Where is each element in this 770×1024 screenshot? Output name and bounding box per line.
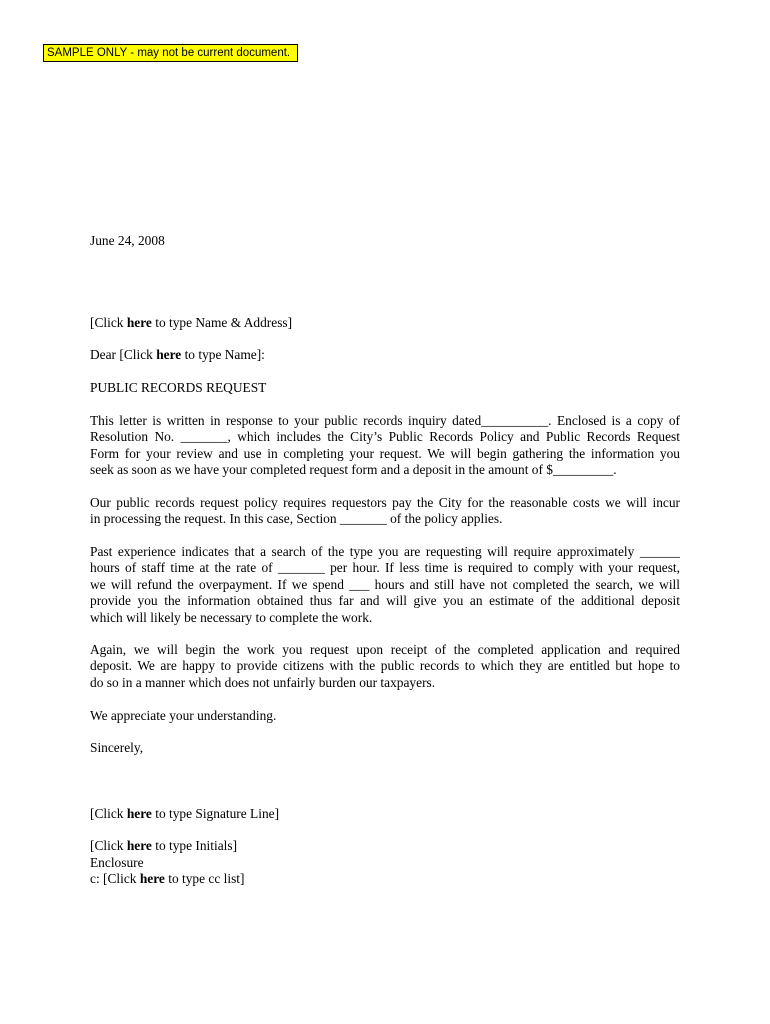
paragraph-line: which will likely be necessary to complete the work. — [90, 609, 373, 625]
paragraph-line: hours of staff time at the rate of _______ per hour. If less time is required to comply with your request, — [90, 560, 680, 576]
salutation[interactable] — [90, 347, 680, 363]
here-keyword: here — [156, 347, 182, 362]
placeholder-prefix: [Click — [90, 315, 127, 330]
placeholder-prefix: [Click — [90, 838, 127, 853]
signature-placeholder-tail: to type Signature Line] — [151, 806, 280, 821]
paragraph-line: do so in a manner which does not unfairly burden our taxpayers. — [90, 674, 436, 690]
initials-placeholder[interactable] — [90, 838, 680, 854]
paragraph-response — [90, 413, 680, 479]
paragraph-line: Again, we will begin the work you request upon receipt of the completed application and required — [90, 642, 680, 657]
paragraph-line: provide you the information obtained thus far and will give you an estimate of the additional deposit — [90, 593, 680, 609]
sample-only-banner: SAMPLE ONLY - may not be current document. — [43, 44, 298, 62]
enclosure-line: Enclosure — [90, 855, 144, 870]
address-placeholder-tail: to type Name & Address] — [151, 315, 293, 330]
paragraph-line: in processing the request. In this case, Section _______ of the policy applies. — [90, 511, 503, 527]
paragraph-line: This letter is written in response to your public records inquiry dated__________. Enclosed is a copy of — [90, 413, 680, 428]
here-keyword: here — [126, 838, 152, 853]
initials-placeholder-tail: to type Initials] — [151, 838, 238, 853]
cc-placeholder-tail: to type cc list] — [164, 871, 245, 886]
cc-placeholder[interactable] — [90, 871, 680, 887]
paragraph-line: seek as soon as we have your completed request form and a deposit in the amount of $_________. — [90, 462, 617, 478]
salutation-tail: to type Name]: — [181, 347, 265, 362]
paragraph-policy — [90, 495, 680, 528]
salutation-prefix: Dear [Click — [90, 347, 157, 362]
address-placeholder[interactable] — [90, 315, 680, 331]
signature-placeholder[interactable] — [90, 806, 680, 822]
placeholder-prefix: [Click — [90, 806, 127, 821]
here-keyword: here — [126, 806, 152, 821]
paragraph-line: Form for your review and use in completing your request. We will begin gathering the information you — [90, 445, 680, 461]
paragraph-line: we will refund the overpayment. If we spend ___ hours and still have not completed the search, we will — [90, 576, 680, 592]
appreciation-line: We appreciate your understanding. — [90, 708, 277, 723]
paragraph-again — [90, 642, 680, 691]
letter-date: June 24, 2008 — [90, 233, 165, 248]
here-keyword: here — [126, 315, 152, 330]
cc-prefix: c: [Click — [90, 871, 140, 886]
paragraph-experience — [90, 544, 680, 626]
paragraph-line: Our public records request policy requires requestors pay the City for the reasonable costs we will incur — [90, 495, 680, 510]
paragraph-line: Past experience indicates that a search of the type you are requesting will require approximately ______ — [90, 544, 680, 559]
here-keyword: here — [139, 871, 165, 886]
paragraph-line: deposit. We are happy to provide citizens with the public records to which they are entitled but hope to — [90, 658, 680, 674]
subject-line: PUBLIC RECORDS REQUEST — [90, 380, 267, 395]
paragraph-line: Resolution No. _______, which includes the City’s Public Records Policy and Public Records Request — [90, 429, 680, 445]
closing-line: Sincerely, — [90, 740, 144, 755]
